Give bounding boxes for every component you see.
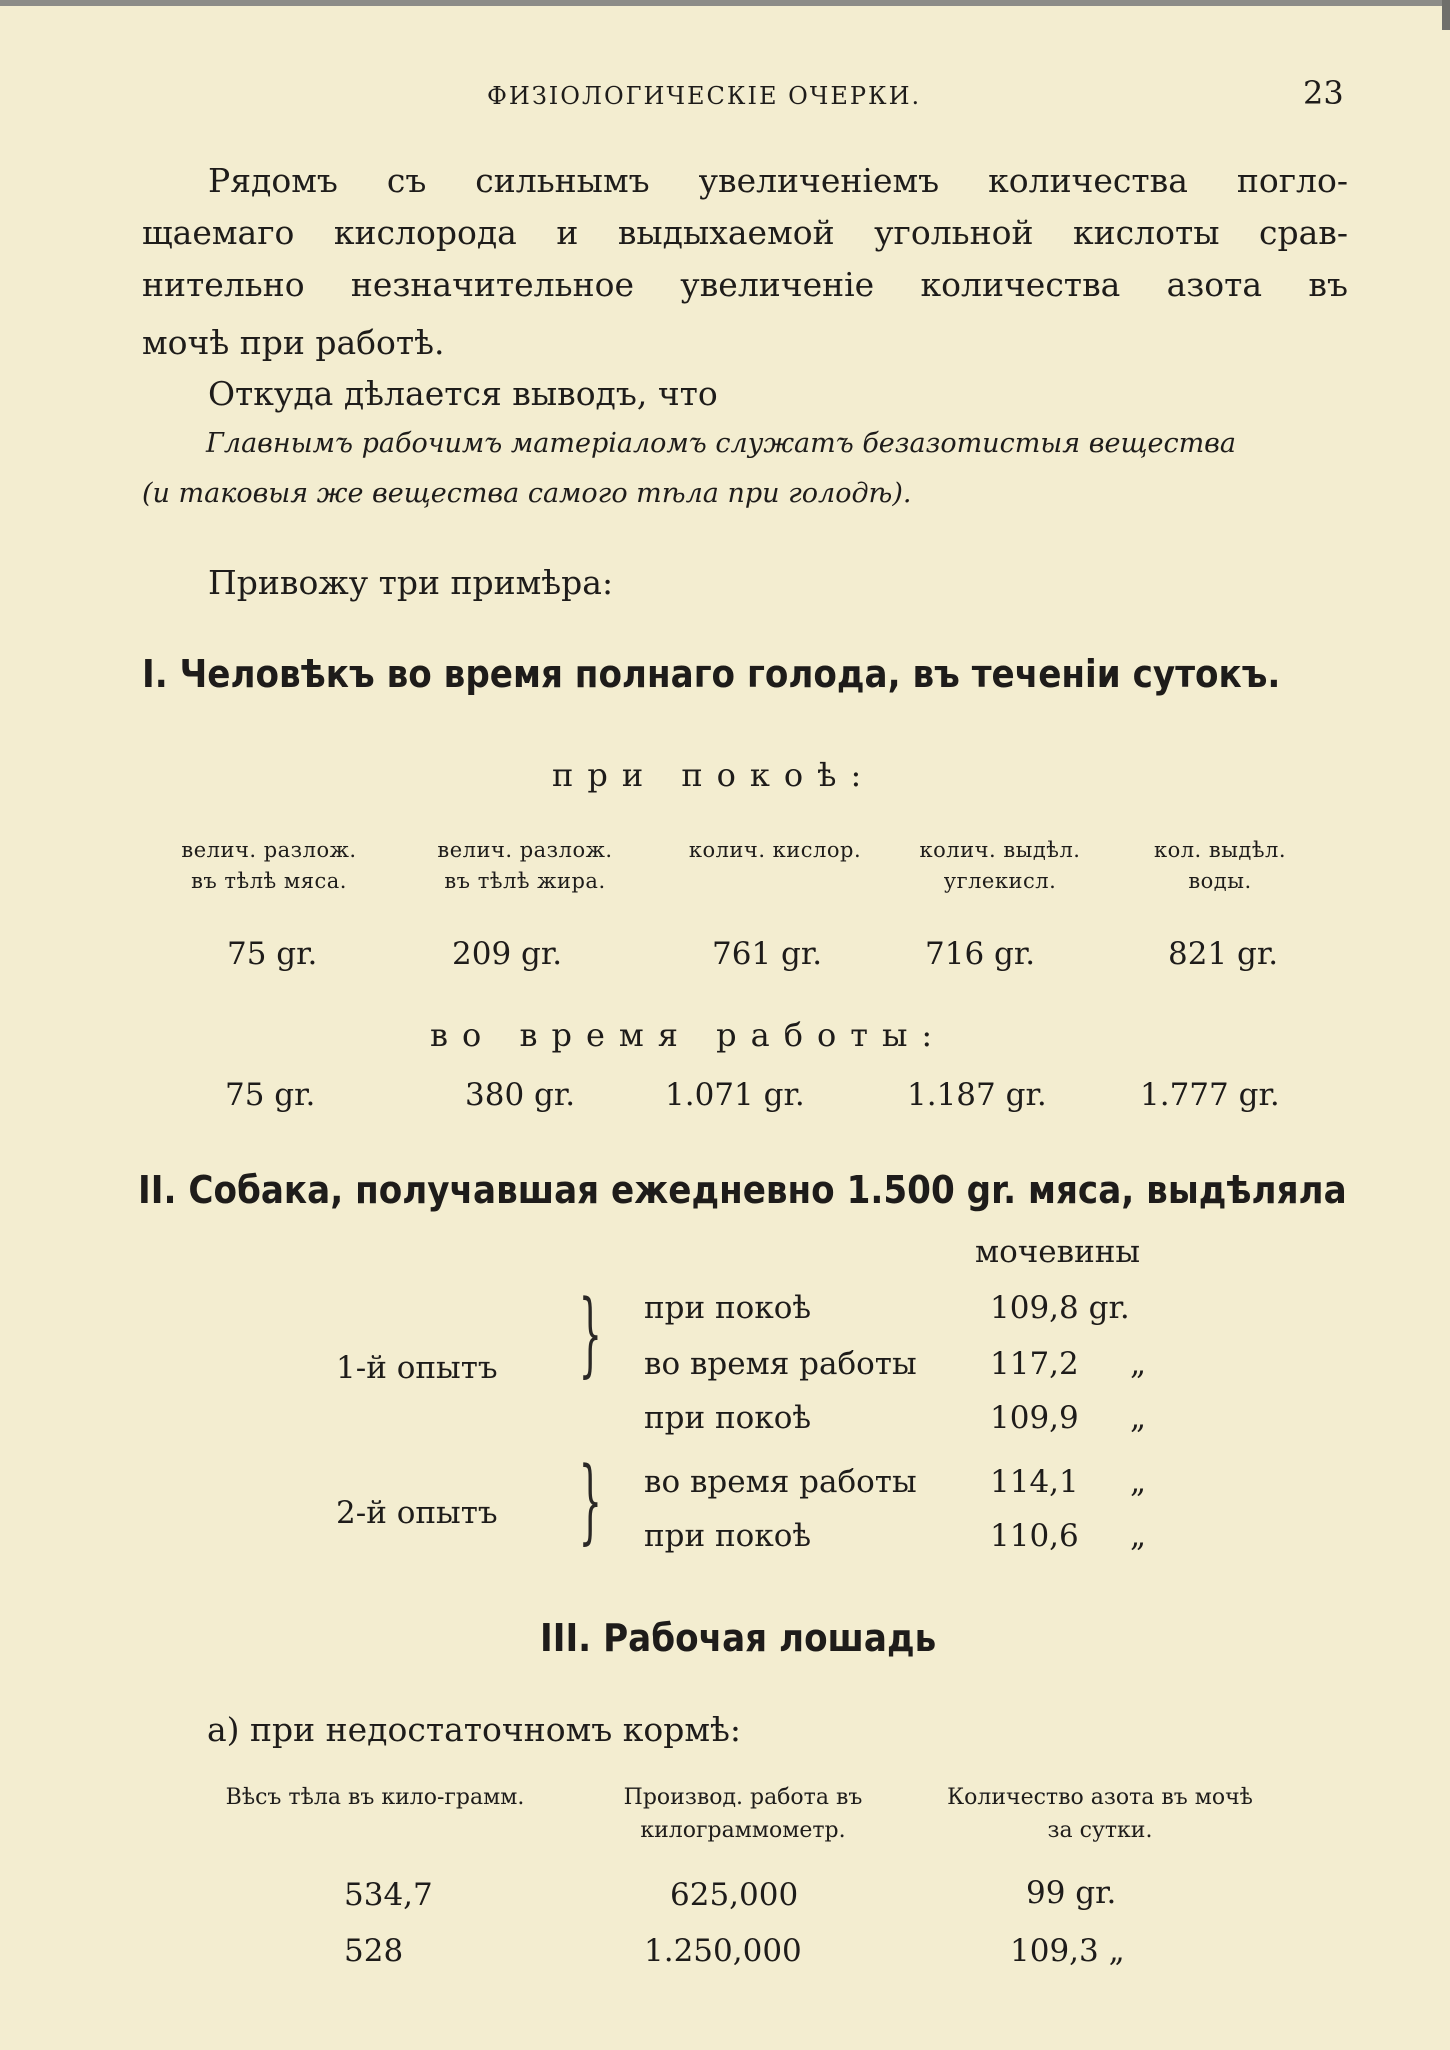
col-header-oxygen: колич. кислор.: [688, 838, 862, 862]
horse-row-1-weight: 534,7: [344, 1877, 433, 1913]
horse-header-weight: Вѣсъ тѣла въ кило-грамм.: [225, 1785, 525, 1810]
example-1-title: I. Человѣкъ во время полнаго голода, въ теченіи сутокъ.: [142, 652, 1281, 696]
page-number: 23: [1303, 74, 1344, 112]
work-label: во время работы:: [430, 1016, 947, 1054]
urea-column-label: мочевины: [975, 1234, 1141, 1270]
rest-value-fat: 209 gr.: [452, 936, 563, 972]
running-title: ФИЗІОЛОГИЧЕСКІЕ ОЧЕРКИ.: [487, 82, 922, 110]
page-corner-edge: [1442, 0, 1450, 30]
rest-label: при покоѣ:: [552, 756, 876, 794]
experiment-2-brace: }: [578, 1447, 602, 1554]
col-header-water: кол. выдѣл. воды.: [1153, 838, 1287, 893]
horse-row-2-weight: 528: [344, 1933, 404, 1969]
col-header-co2: колич. выдѣл. углекисл.: [919, 838, 1081, 893]
work-value-fat: 380 gr.: [465, 1077, 576, 1113]
experiment-1-brace: }: [578, 1280, 602, 1387]
dog-row-2-ditto: „: [1130, 1346, 1147, 1382]
work-value-co2: 1.187 gr.: [907, 1077, 1047, 1113]
horse-row-2-nitrogen: 109,3 „: [1010, 1933, 1125, 1969]
rest-value-co2: 716 gr.: [925, 936, 1036, 972]
dog-row-4-ditto: „: [1130, 1464, 1147, 1500]
dog-row-2-value: 117,2: [990, 1346, 1079, 1382]
dog-row-3-value: 109,9: [990, 1400, 1079, 1436]
example-2-title: II. Собака, получавшая ежедневно 1.500 gr. мяса, выдѣляла: [138, 1168, 1347, 1212]
conclusion-lead: Откуда дѣлается выводъ, что: [208, 374, 718, 413]
dog-row-1-value: 109,8 gr.: [990, 1290, 1130, 1326]
dog-row-5-ditto: „: [1130, 1518, 1147, 1554]
dog-row-1-state: при покоѣ: [644, 1290, 812, 1326]
conclusion-italic-line-2: (и таковыя же вещества самого тѣла при голодѣ).: [142, 478, 912, 509]
intro-line-3: нительно незначительное увеличеніе количества азота въ: [142, 265, 1348, 304]
intro-line-1: Рядомъ съ сильнымъ увеличеніемъ количества погло-: [208, 161, 1348, 200]
rest-value-oxygen: 761 gr.: [712, 936, 823, 972]
horse-header-nitrogen: Количество азота въ мочѣ за сутки.: [947, 1785, 1253, 1843]
horse-row-1-nitrogen: 99 gr.: [1026, 1875, 1117, 1911]
work-value-meat: 75 gr.: [225, 1077, 316, 1113]
work-value-water: 1.777 gr.: [1140, 1077, 1280, 1113]
experiment-2-label: 2-й опытъ: [336, 1495, 498, 1531]
horse-row-2-work: 1.250,000: [644, 1933, 802, 1969]
dog-row-3-state: при покоѣ: [644, 1400, 812, 1436]
page-top-edge: [0, 0, 1450, 6]
examples-lead: Привожу три примѣра:: [208, 563, 614, 602]
horse-row-1-work: 625,000: [670, 1877, 799, 1913]
intro-line-4: мочѣ при работѣ.: [142, 323, 445, 362]
experiment-1-label: 1-й опытъ: [336, 1350, 498, 1386]
col-header-meat: велич. разлож. въ тѣлѣ мяса.: [181, 838, 357, 893]
col-header-fat: велич. разлож. въ тѣлѣ жира.: [437, 838, 613, 893]
horse-header-work: Производ. работа въ килограммометр.: [623, 1785, 863, 1843]
dog-row-5-value: 110,6: [990, 1518, 1079, 1554]
dog-row-2-state: во время работы: [644, 1346, 917, 1382]
conclusion-italic-line-1: Главнымъ рабочимъ матеріаломъ служатъ безазотистыя вещества: [206, 428, 1236, 459]
rest-value-water: 821 gr.: [1168, 936, 1279, 972]
work-value-oxygen: 1.071 gr.: [665, 1077, 805, 1113]
dog-row-4-state: во время работы: [644, 1464, 917, 1500]
dog-row-4-value: 114,1: [990, 1464, 1079, 1500]
case-a-label: а) при недостаточномъ кормѣ:: [207, 1710, 742, 1749]
dog-row-5-state: при покоѣ: [644, 1518, 812, 1554]
dog-row-3-ditto: „: [1130, 1400, 1147, 1436]
intro-line-2: щаемаго кислорода и выдыхаемой угольной кислоты срав-: [142, 213, 1348, 252]
example-3-title: III. Рабочая лошадь: [540, 1616, 937, 1660]
rest-value-meat: 75 gr.: [227, 936, 318, 972]
